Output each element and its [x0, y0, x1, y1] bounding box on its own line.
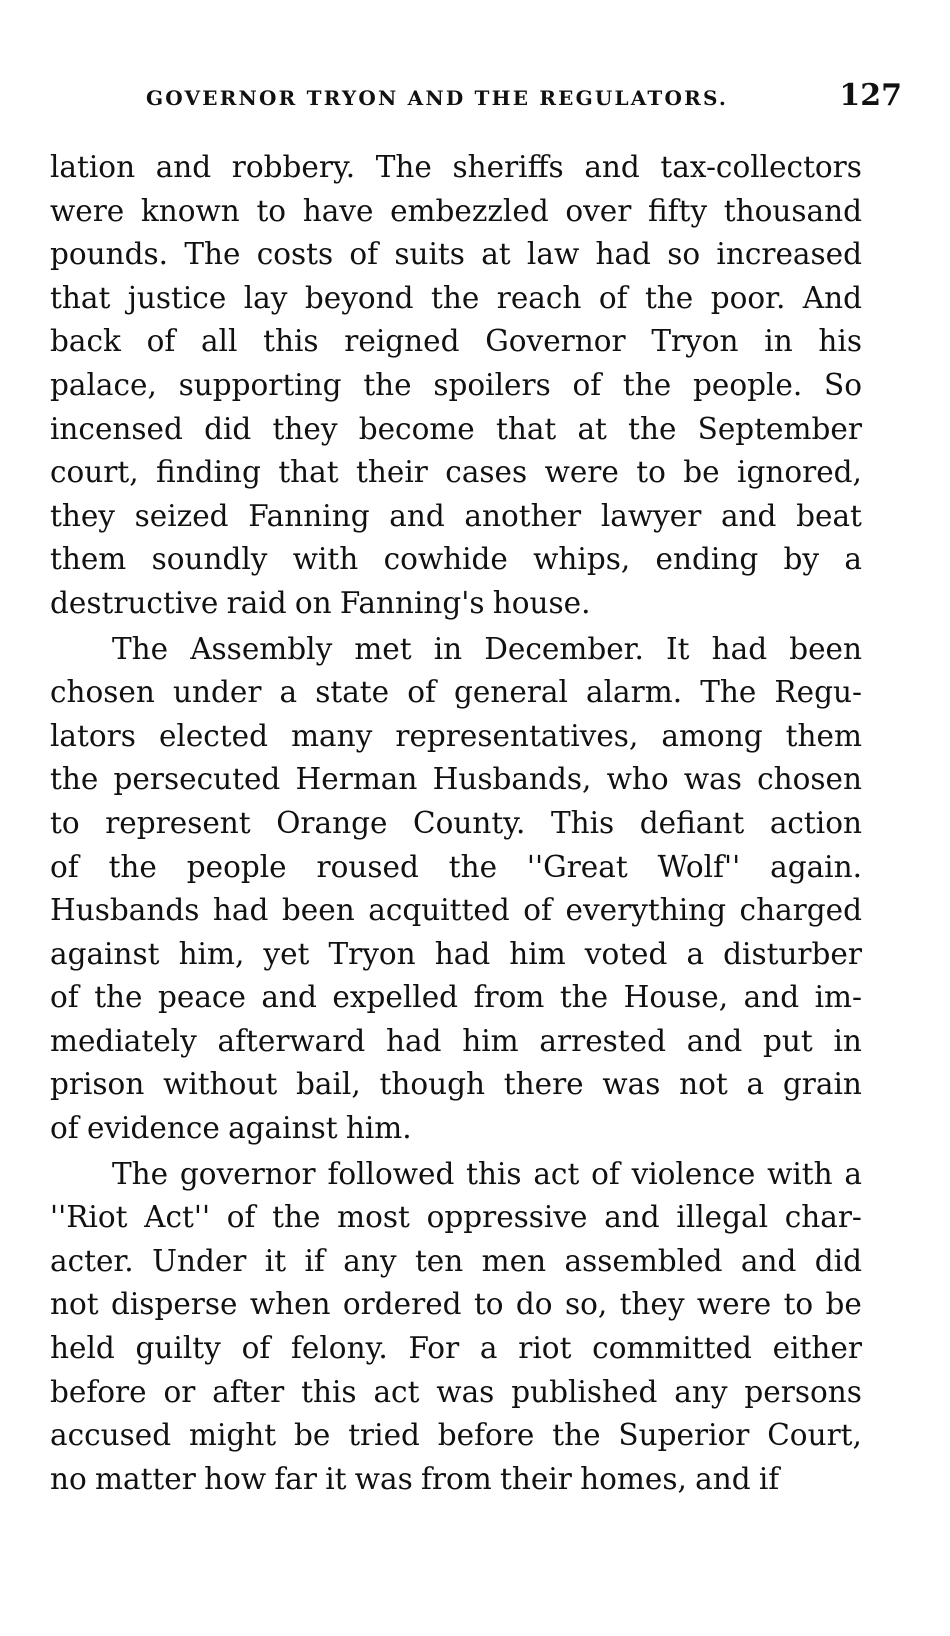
- word: accused: [50, 1418, 172, 1453]
- word: in: [833, 1023, 862, 1058]
- text-line: [50, 1458, 862, 1502]
- word: tax-collectors: [660, 150, 862, 184]
- word: if: [758, 1461, 780, 1496]
- text-line: [50, 671, 862, 715]
- word: of: [146, 324, 176, 359]
- word: evidence: [86, 1111, 220, 1146]
- word: The: [112, 1156, 169, 1191]
- word: and: [604, 1200, 660, 1235]
- word: destructive: [50, 585, 219, 620]
- paragraph: [50, 1153, 862, 1502]
- text-line: [50, 1283, 862, 1327]
- text-line: [50, 408, 862, 452]
- word: they: [50, 498, 115, 533]
- text-line: [50, 933, 862, 977]
- word: act: [533, 1156, 580, 1191]
- word: alarm.: [586, 675, 683, 710]
- word: this: [263, 324, 319, 359]
- word: of: [591, 1156, 620, 1191]
- word: Wolf'': [657, 849, 741, 884]
- word: that: [495, 411, 557, 446]
- word: Fanning: [248, 498, 370, 533]
- word: though: [379, 1067, 485, 1102]
- word: For: [408, 1331, 460, 1366]
- text-line: [50, 976, 862, 1020]
- word: of: [598, 280, 628, 315]
- word: become: [358, 411, 475, 446]
- word: it: [264, 1243, 287, 1278]
- word: ending: [655, 542, 759, 577]
- word: and: [155, 150, 212, 184]
- word: was: [683, 762, 742, 797]
- word: beyond: [304, 280, 414, 315]
- word: matter: [95, 1461, 196, 1496]
- word: was: [354, 1461, 413, 1496]
- text-line: [50, 233, 862, 277]
- text-line: [50, 1240, 862, 1284]
- word: might: [188, 1418, 277, 1453]
- word: Tryon: [328, 936, 416, 971]
- word: pounds.: [50, 237, 169, 272]
- word: the: [94, 980, 143, 1015]
- word: County.: [413, 805, 526, 840]
- word: Court,: [767, 1418, 862, 1453]
- page-number: 127: [839, 78, 902, 113]
- word: ordered: [342, 1287, 462, 1322]
- word: incensed: [50, 411, 183, 446]
- word: suits: [394, 237, 465, 272]
- text-line: [50, 146, 862, 190]
- word: the: [430, 280, 480, 315]
- word: lators: [50, 718, 136, 753]
- word: So: [824, 367, 862, 402]
- word: acter.: [50, 1243, 134, 1278]
- word: been: [281, 893, 355, 928]
- text-line: [50, 1327, 862, 1371]
- word: general: [454, 675, 568, 710]
- word: costs: [256, 237, 334, 272]
- word: there: [503, 1067, 584, 1102]
- word: of: [226, 1200, 256, 1235]
- word: fifty: [648, 193, 708, 228]
- word: of: [50, 980, 79, 1015]
- word: felony.: [291, 1331, 388, 1366]
- word: had: [711, 631, 768, 666]
- word: from: [421, 1461, 492, 1496]
- word: law: [526, 237, 580, 272]
- text-line: [50, 1196, 862, 1240]
- word: and: [389, 498, 445, 533]
- word: in: [433, 631, 463, 666]
- word: seized: [134, 498, 229, 533]
- word: December.: [484, 631, 644, 666]
- word: And: [802, 280, 862, 315]
- word: soundly: [151, 542, 268, 577]
- text-line: [50, 628, 862, 672]
- word: committed: [592, 1331, 752, 1366]
- word: Governor: [485, 324, 626, 359]
- word: any: [674, 1374, 728, 1409]
- word: among: [661, 718, 763, 753]
- word: yet: [263, 936, 310, 971]
- running-head: [48, 78, 906, 118]
- word: all: [200, 324, 238, 359]
- word: be: [294, 1418, 331, 1453]
- word: and: [720, 498, 777, 533]
- word: have: [302, 193, 374, 228]
- word: the: [363, 367, 412, 402]
- word: House,: [623, 980, 729, 1015]
- word: them: [50, 542, 127, 577]
- word: met: [354, 631, 412, 666]
- word: peace: [158, 980, 246, 1015]
- word: justice: [127, 280, 227, 315]
- text-line: [50, 582, 862, 626]
- word: of: [349, 237, 379, 272]
- word: supporting: [178, 367, 342, 402]
- word: published: [511, 1374, 658, 1409]
- word: his: [818, 324, 862, 359]
- word: of: [241, 1331, 271, 1366]
- word: against: [50, 936, 160, 971]
- word: him,: [178, 936, 245, 971]
- word: act: [373, 1374, 420, 1409]
- word: The: [112, 631, 169, 666]
- word: their: [500, 1461, 572, 1496]
- word: prison: [50, 1067, 145, 1102]
- word: were: [50, 193, 125, 228]
- word: not: [679, 1067, 728, 1102]
- word: The: [184, 237, 241, 272]
- word: Regu-: [774, 675, 862, 710]
- text-line: [50, 451, 862, 495]
- word: a: [479, 1331, 498, 1366]
- paragraph: [50, 146, 862, 626]
- word: when: [249, 1287, 331, 1322]
- word: of: [523, 893, 552, 928]
- word: how: [204, 1461, 267, 1496]
- word: the: [552, 1418, 601, 1453]
- word: illegal: [676, 1200, 769, 1235]
- word: that: [50, 280, 111, 315]
- word: acquitted: [368, 893, 510, 928]
- word: or: [163, 1374, 196, 1409]
- word: chosen: [50, 675, 155, 710]
- word: everything: [565, 893, 727, 928]
- word: and: [743, 980, 800, 1015]
- text-line: [50, 1107, 862, 1151]
- word: Orange: [276, 805, 388, 840]
- word: to: [636, 455, 666, 490]
- text-line: [50, 1020, 862, 1064]
- word: of: [50, 849, 79, 884]
- word: without: [163, 1067, 278, 1102]
- word: court,: [50, 455, 139, 490]
- word: lation: [50, 150, 136, 184]
- word: assembled: [564, 1243, 723, 1278]
- word: It: [666, 631, 690, 666]
- text-line: [50, 846, 862, 890]
- word: people.: [692, 367, 803, 402]
- word: this: [466, 1156, 522, 1191]
- word: with: [767, 1156, 833, 1191]
- word: a: [844, 1156, 862, 1191]
- word: ''Great: [526, 849, 628, 884]
- word: reach: [496, 280, 582, 315]
- word: Superior: [618, 1418, 750, 1453]
- word: disperse: [110, 1287, 238, 1322]
- word: bail,: [296, 1067, 361, 1102]
- word: before: [50, 1374, 147, 1409]
- word: elected: [158, 718, 269, 753]
- word: riot: [518, 1331, 572, 1366]
- word: that: [278, 455, 339, 490]
- text-line: [50, 538, 862, 582]
- word: him: [509, 936, 566, 971]
- word: had: [434, 936, 491, 971]
- text-line: [50, 190, 862, 234]
- word: Husbands: [50, 893, 200, 928]
- word: over: [565, 193, 632, 228]
- word: was: [602, 1067, 661, 1102]
- word: of: [572, 367, 602, 402]
- word: Herman: [295, 762, 418, 797]
- word: This: [550, 805, 615, 840]
- word: with: [292, 542, 359, 577]
- word: and: [695, 1461, 751, 1496]
- word: The: [375, 150, 432, 184]
- word: a: [279, 675, 298, 710]
- word: the: [108, 849, 157, 884]
- text-line: [50, 1063, 862, 1107]
- text-line: [50, 758, 862, 802]
- word: they: [272, 411, 338, 446]
- word: chosen: [757, 762, 862, 797]
- text-line: [50, 889, 862, 933]
- word: finding: [156, 455, 261, 490]
- word: before: [437, 1418, 535, 1453]
- word: Assembly: [190, 631, 333, 666]
- word: ''Riot: [50, 1200, 128, 1235]
- word: far: [274, 1461, 317, 1496]
- word: after: [212, 1374, 285, 1409]
- word: men: [481, 1243, 547, 1278]
- word: to: [50, 805, 80, 840]
- word: against: [228, 1111, 338, 1146]
- word: so: [667, 237, 701, 272]
- word: him: [462, 1023, 519, 1058]
- word: the: [622, 367, 672, 402]
- word: defiant: [639, 805, 745, 840]
- word: September: [697, 411, 862, 446]
- word: cases: [445, 455, 528, 490]
- word: represent: [105, 805, 251, 840]
- word: ignored,: [737, 455, 862, 490]
- word: be: [683, 455, 720, 490]
- word: thousand: [723, 193, 862, 228]
- text-line: [50, 715, 862, 759]
- body-text: [50, 146, 862, 1501]
- word: a: [686, 936, 705, 971]
- word: of: [407, 675, 436, 710]
- word: were: [696, 1287, 772, 1322]
- word: them: [785, 718, 862, 753]
- text-line: [50, 1414, 862, 1458]
- word: had: [386, 1023, 442, 1058]
- word: sheriffs: [452, 150, 564, 184]
- word: did: [814, 1243, 862, 1278]
- text-line: [50, 1153, 862, 1197]
- word: representatives,: [395, 718, 639, 753]
- word: lay: [243, 280, 288, 315]
- word: the: [628, 411, 677, 446]
- word: charged: [739, 893, 862, 928]
- word: the: [448, 849, 498, 884]
- text-line: [50, 320, 862, 364]
- word: whips,: [533, 542, 631, 577]
- word: did: [204, 411, 252, 446]
- word: known: [140, 193, 240, 228]
- word: Fanning's: [339, 585, 485, 620]
- word: in: [764, 324, 793, 359]
- word: and: [584, 150, 640, 184]
- word: so,: [564, 1287, 608, 1322]
- word: either: [772, 1331, 862, 1366]
- word: ten: [414, 1243, 464, 1278]
- word: mediately: [50, 1023, 197, 1058]
- word: had: [212, 893, 269, 928]
- word: not: [50, 1287, 99, 1322]
- word: arrested: [539, 1023, 667, 1058]
- word: grain: [782, 1067, 862, 1102]
- word: under: [172, 675, 262, 710]
- word: palace,: [50, 367, 157, 402]
- word: homes,: [580, 1461, 687, 1496]
- word: of: [50, 1111, 79, 1146]
- word: be: [825, 1287, 862, 1322]
- word: Tryon: [651, 324, 739, 359]
- word: if: [304, 1243, 325, 1278]
- word: this: [301, 1374, 357, 1409]
- word: reigned: [344, 324, 460, 359]
- word: it: [325, 1461, 347, 1496]
- word: the: [272, 1200, 321, 1235]
- word: him.: [345, 1111, 412, 1146]
- word: persecuted: [113, 762, 281, 797]
- word: governor: [179, 1156, 316, 1191]
- word: Act'': [144, 1200, 211, 1235]
- word: raid: [226, 585, 287, 620]
- word: held: [50, 1331, 115, 1366]
- word: disturber: [723, 936, 862, 971]
- word: guilty: [135, 1331, 221, 1366]
- word: their: [356, 455, 428, 490]
- word: embezzled: [390, 193, 549, 228]
- word: The: [700, 675, 757, 710]
- word: by: [783, 542, 820, 577]
- word: followed: [327, 1156, 455, 1191]
- word: people: [186, 849, 287, 884]
- word: the: [559, 980, 609, 1015]
- word: lawyer: [600, 498, 702, 533]
- word: most: [337, 1200, 410, 1235]
- word: who: [606, 762, 669, 797]
- word: any: [343, 1243, 397, 1278]
- word: violence: [631, 1156, 756, 1191]
- running-title: GOVERNOR TRYON AND THE REGULATORS.: [146, 86, 729, 110]
- word: to: [473, 1287, 504, 1322]
- word: and: [740, 1243, 797, 1278]
- word: persons: [744, 1374, 862, 1409]
- word: char-: [784, 1200, 862, 1235]
- word: oppressive: [426, 1200, 588, 1235]
- word: Under: [152, 1243, 247, 1278]
- word: back: [50, 324, 121, 359]
- word: action: [769, 805, 862, 840]
- word: Husbands,: [432, 762, 592, 797]
- word: to: [783, 1287, 814, 1322]
- word: and: [686, 1023, 743, 1058]
- word: poor.: [710, 280, 786, 315]
- word: beat: [796, 498, 862, 533]
- word: at: [577, 411, 607, 446]
- word: increased: [716, 237, 862, 272]
- word: tried: [348, 1418, 420, 1453]
- word: had: [595, 237, 651, 272]
- text-line: [50, 802, 862, 846]
- word: a: [746, 1067, 765, 1102]
- word: again.: [770, 849, 862, 884]
- word: at: [481, 237, 511, 272]
- word: the: [644, 280, 694, 315]
- text-line: [50, 1371, 862, 1415]
- word: put: [763, 1023, 813, 1058]
- word: and: [261, 980, 317, 1015]
- word: expelled: [332, 980, 459, 1015]
- word: no: [50, 1461, 87, 1496]
- word: roused: [316, 849, 419, 884]
- word: state: [315, 675, 390, 710]
- word: afterward: [217, 1023, 366, 1058]
- word: im-: [814, 980, 862, 1015]
- paragraph: [50, 628, 862, 1151]
- word: voted: [584, 936, 668, 971]
- word: from: [473, 980, 545, 1015]
- word: they: [619, 1287, 685, 1322]
- word: many: [291, 718, 373, 753]
- word: were: [544, 455, 619, 490]
- word: on: [294, 585, 332, 620]
- word: been: [789, 631, 862, 666]
- word: house.: [492, 585, 591, 620]
- word: spoilers: [433, 367, 551, 402]
- text-line: [50, 277, 862, 321]
- word: do: [515, 1287, 553, 1322]
- text-line: [50, 495, 862, 539]
- word: the: [50, 762, 99, 797]
- word: a: [844, 542, 862, 577]
- word: to: [256, 193, 287, 228]
- word: another: [464, 498, 582, 533]
- word: cowhide: [383, 542, 508, 577]
- text-line: [50, 364, 862, 408]
- word: robbery.: [231, 150, 356, 184]
- word: was: [436, 1374, 495, 1409]
